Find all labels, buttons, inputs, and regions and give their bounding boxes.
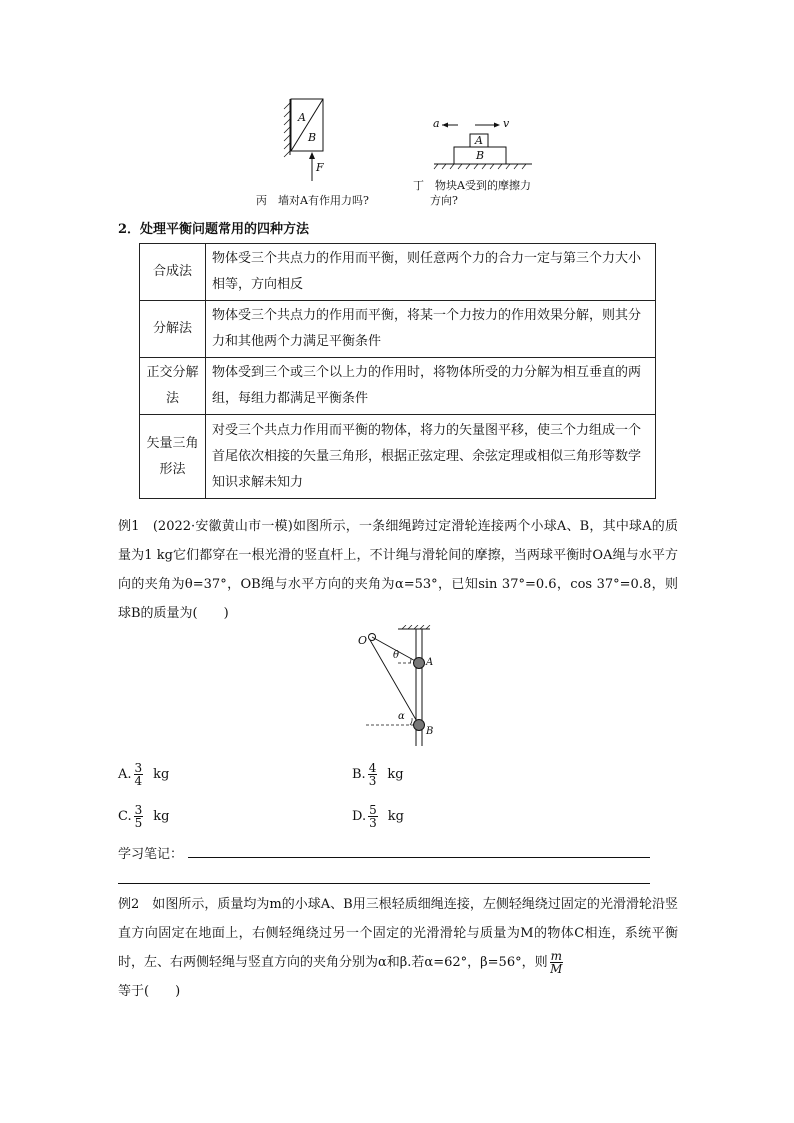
figure-ding-caption-line1: 丁 物块A受到的摩擦力 bbox=[413, 179, 531, 192]
method-name: 合成法 bbox=[140, 244, 206, 301]
fraction-denominator: 5 bbox=[134, 816, 143, 830]
example2-text bbox=[118, 890, 678, 1006]
label-theta: θ bbox=[393, 650, 400, 661]
option-c[interactable] bbox=[118, 804, 169, 829]
label-a: a bbox=[433, 117, 440, 130]
figure-bing-caption: 丙 墙对A有作用力吗? bbox=[256, 194, 369, 207]
label-B: B bbox=[476, 149, 485, 162]
option-unit: kg bbox=[387, 809, 404, 824]
option-fraction bbox=[368, 762, 378, 787]
figure-bing bbox=[278, 95, 338, 185]
label-alpha: α bbox=[398, 711, 405, 722]
fraction-numerator: 3 bbox=[134, 803, 143, 817]
option-fraction bbox=[368, 804, 378, 829]
fraction-denominator: 3 bbox=[368, 774, 377, 788]
fraction-denominator: 4 bbox=[134, 774, 143, 788]
table-row bbox=[140, 301, 656, 358]
option-b[interactable] bbox=[352, 762, 404, 787]
option-fraction bbox=[134, 762, 144, 787]
mass-ratio-fraction bbox=[550, 950, 563, 975]
label-A: A bbox=[298, 111, 306, 124]
option-letter: C. bbox=[118, 809, 132, 824]
label-B: B bbox=[308, 131, 317, 144]
method-desc: 物体受到三个或三个以上力的作用时，将物体所受的力分解为相互垂直的两组，每组力都满足平衡条件 bbox=[206, 358, 656, 415]
label-F: F bbox=[316, 161, 324, 174]
option-fraction bbox=[134, 804, 144, 829]
notes-label: 学习笔记： bbox=[118, 847, 184, 862]
method-desc: 物体受三个共点力的作用而平衡，则任意两个力的合力一定与第三个力大小相等，方向相反 bbox=[206, 244, 656, 301]
example1-text: 例1 (2022·安徽黄山市一模)如图所示，一条细绳跨过定滑轮连接两个小球A、B，其中球A的质量为1 kg它们都穿在一根光滑的竖直杆上，不计绳与滑轮间的摩擦，当两球平衡时OA绳与水平方向的夹角为θ=37°，OB绳与水平方向的夹角为α=53°，已知sin 37°=0.6，cos 37°=0.8，则球B的质量为( ) bbox=[118, 519, 678, 621]
method-desc: 对受三个共点力作用而平衡的物体，将力的矢量图平移，使三个力组成一个首尾依次相接的矢量三角形，根据正弦定理、余弦定理或相似三角形等数学知识求解未知力 bbox=[206, 415, 656, 499]
fraction-denominator: M bbox=[550, 962, 563, 976]
label-A: A bbox=[475, 134, 483, 147]
option-d[interactable] bbox=[352, 804, 404, 829]
figure-ding-caption-line2: 方向? bbox=[430, 194, 458, 207]
label-B: B bbox=[426, 726, 434, 737]
option-letter: B. bbox=[352, 767, 366, 782]
label-O: O bbox=[358, 634, 368, 647]
fraction-numerator: 3 bbox=[134, 761, 143, 775]
option-unit: kg bbox=[153, 809, 170, 824]
methods-table bbox=[139, 243, 656, 499]
option-letter: A. bbox=[118, 767, 132, 782]
method-name: 正交分解法 bbox=[140, 358, 206, 415]
figure-ding bbox=[430, 115, 535, 173]
section-title: 2．处理平衡问题常用的四种方法 bbox=[118, 222, 310, 237]
table-row bbox=[140, 415, 656, 499]
method-name: 分解法 bbox=[140, 301, 206, 358]
method-name: 矢量三角形法 bbox=[140, 415, 206, 499]
table-row bbox=[140, 244, 656, 301]
table-row bbox=[140, 358, 656, 415]
label-A: A bbox=[426, 657, 434, 668]
option-unit: kg bbox=[153, 767, 170, 782]
notes-line-1[interactable] bbox=[188, 857, 650, 858]
example2-tail: 等于( ) bbox=[118, 984, 181, 999]
label-v: v bbox=[503, 117, 510, 130]
option-letter: D. bbox=[352, 809, 367, 824]
example2-body: 例2 如图所示，质量均为m的小球A、B用三根轻质细绳连接，左侧轻绳绕过固定的光滑滑轮沿竖直方向固定在地面上，右侧轻绳绕过另一个固定的光滑滑轮与质量为M的物体C相连，系统平衡时，左、右两侧轻绳与竖直方向的夹角分别为α和β.若α=62°，β=56°，则 bbox=[118, 897, 678, 970]
notes-line-2[interactable] bbox=[118, 883, 650, 884]
fraction-numerator: m bbox=[550, 949, 562, 963]
option-a[interactable] bbox=[118, 762, 169, 787]
fraction-numerator: 4 bbox=[368, 761, 377, 775]
fraction-denominator: 3 bbox=[369, 816, 377, 830]
option-unit: kg bbox=[387, 767, 404, 782]
example1-figure bbox=[352, 625, 452, 750]
fraction-numerator: 5 bbox=[369, 803, 377, 817]
method-desc: 物体受三个共点力的作用而平衡，将某一个力按力的作用效果分解，则其分力和其他两个力满足平衡条件 bbox=[206, 301, 656, 358]
